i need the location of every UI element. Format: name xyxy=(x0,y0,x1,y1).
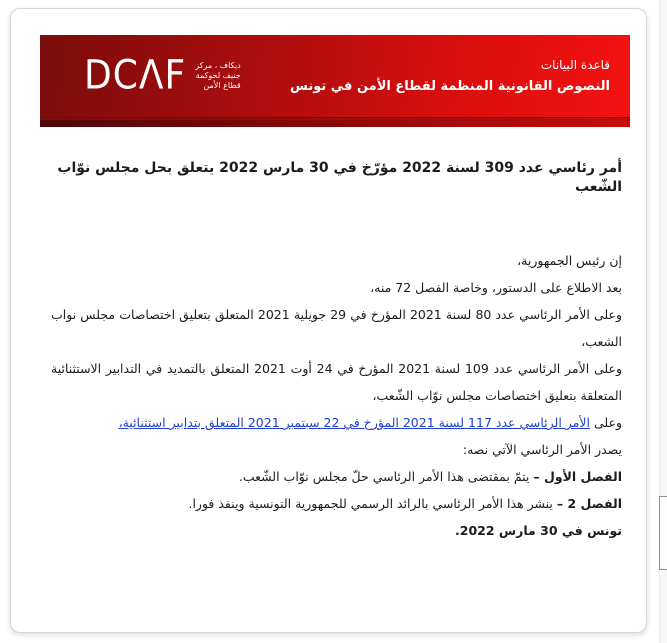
database-label: قاعدة البيانات xyxy=(540,58,610,72)
dcaf-tagline-line: جنيف لحوكمة xyxy=(195,71,241,80)
site-title: النصوص القانونية المنظمة لقطاع الأمن في تونس xyxy=(289,79,610,94)
dcaf-tagline-line: قطاع الأمن xyxy=(203,81,241,90)
signature-date: تونس في 30 مارس 2022. xyxy=(455,523,622,538)
decree-title: أمر رئاسي عدد 309 لسنة 2022 مؤرّخ في 30 مارس 2022 يتعلق بحل مجلس نوّاب الشّعب xyxy=(57,160,622,195)
article-1-lead: الفصل الأول – xyxy=(533,469,622,484)
banner-titles xyxy=(290,58,610,94)
paragraph-president: إن رئيس الجمهورية، xyxy=(517,253,622,268)
link-prefix: وعلى xyxy=(589,415,622,430)
article-2-text: ينشر هذا الأمر الرئاسي بالرائد الرسمي للجمهورية التونسية وينفذ فورا. xyxy=(188,496,557,511)
header-banner xyxy=(40,35,630,127)
paragraph-article-2 xyxy=(51,490,622,517)
article-2-lead: الفصل 2 – xyxy=(556,496,622,511)
paragraph-constitution: بعد الاطلاع على الدستور، وخاصة الفصل 72 منه، xyxy=(370,280,622,295)
article-1-text: يتمّ بمقتضى هذا الأمر الرئاسي حلّ مجلس نوّاب الشّعب. xyxy=(238,469,534,484)
paragraph-decree-80: وعلى الأمر الرئاسي عدد 80 لسنة 2021 المؤرخ في 29 جويلية 2021 المتعلق بتعليق اختصاصات مجلس نواب الشعب، xyxy=(51,307,622,349)
document-body xyxy=(11,127,646,544)
paragraph-article-1 xyxy=(51,463,622,490)
dcaf-tagline-line: ديكاف ، مركز xyxy=(195,61,241,70)
dcaf-logo xyxy=(84,52,241,99)
paragraph-decree-109: وعلى الأمر الرئاسي عدد 109 لسنة 2021 المؤرخ في 24 أوت 2021 المتعلق بالتمديد في التدابير الاستثنائية المتعلقة بتعليق اختصاصات مجلس نوّاب الشّعب، xyxy=(51,361,622,403)
dcaf-wordmark-logo: DCΛF xyxy=(84,52,187,99)
decree-117-link[interactable]: الأمر الرئاسي عدد 117 لسنة 2021 المؤرخ في 22 سبتمبر 2021 المتعلق بتدابير استثنائية، xyxy=(118,415,590,430)
document-card xyxy=(10,8,647,633)
scrollbar-track[interactable] xyxy=(659,0,667,643)
scrollbar-thumb[interactable] xyxy=(659,496,667,570)
dcaf-tagline xyxy=(195,61,241,91)
paragraph-decree-117 xyxy=(51,409,622,436)
paragraph-issuance: يصدر الأمر الرئاسي الآتي نصه: xyxy=(462,442,622,457)
